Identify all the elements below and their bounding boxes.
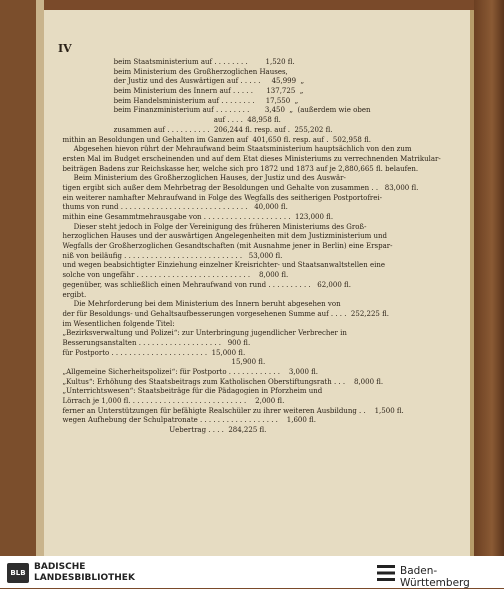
text-line: Beim Ministerium des Großherzoglichen Hauses, der Justiz und des Auswär- xyxy=(58,174,346,183)
text-line: „Allgemeine Sicherheitspolizei“: für Postporto . . . . . . . . . . . . 3,000 fl. xyxy=(58,368,319,376)
text-line: beiträgen Badens zur Reichskasse her, welche sich pro 1872 und 1873 auf je 2,880,665 fl. belaufen. xyxy=(58,164,419,173)
text-line: beim Staatsministerium auf . . . . . . . . 1,520 fl. xyxy=(58,58,295,66)
text-line: ersten Mal im Budget erscheinenden und auf dem Etat dieses Ministeriums zu verrechnenden Matrikular- xyxy=(58,154,441,163)
text-line: thums von rund . . . . . . . . . . . . . . . . . . . . . . . . . . . . . 40,000 fl. xyxy=(58,203,288,212)
text-line: mithin an Besoldungen und Gehalten im Ganzen auf 401,650 fl. resp. auf . 502,958 fl. xyxy=(58,135,371,144)
text-line: zusammen auf . . . . . . . . . . 206,244 fl. resp. auf . 255,202 fl. xyxy=(58,125,333,134)
text-line: für Postporto . . . . . . . . . . . . . . . . . . . . . . 15,000 fl. xyxy=(58,348,246,357)
blb-name-line1: BADISCHE xyxy=(34,562,86,572)
text-line: wegen Aufhebung der Schulpatronate . . . . . . . . . . . . . . . . . . 1,600 fl. xyxy=(58,416,316,425)
text-line: solche von ungefähr . . . . . . . . . . . . . . . . . . . . . . . . . . 8,000 fl. xyxy=(58,271,289,280)
baden-wuerttemberg-label[interactable]: Baden-Württemberg xyxy=(400,565,470,589)
text-line: ergibt. xyxy=(58,290,87,299)
text-line: 15,900 fl. xyxy=(58,358,266,367)
text-line: tigen ergibt sich außer dem Mehrbetrag der Besoldungen und Gehalte von zusammen . . 83,000 fl. xyxy=(58,183,419,192)
text-line: Die Mehrforderung bei dem Ministerium des Innern beruht abgesehen von xyxy=(58,300,341,309)
text-line: herzoglichen Hauses und der auswärtigen Angelegenheiten mit dem Justizministerium und xyxy=(58,232,388,241)
baden-wuerttemberg-lions-icon[interactable] xyxy=(376,563,396,583)
text-line: mithin eine Gesammtmehrausgabe von . . . . . . . . . . . . . . . . . . . . 123,000 fl. xyxy=(58,213,334,221)
text-line: und wegen beabsichtigter Einziehung einzelner Kreisrichter- und Staatsanwaltstellen eine xyxy=(58,261,385,270)
text-line: gegenüber, was schließlich einen Mehraufwand von rund . . . . . . . . . . 62,000 fl. xyxy=(58,280,351,289)
text-line: Dieser steht jedoch in Folge der Vereinigung des früheren Ministeriums des Groß- xyxy=(58,222,367,231)
book-cover-right xyxy=(474,0,504,556)
blb-logo-icon[interactable]: BLB xyxy=(7,563,29,583)
document-text xyxy=(58,58,458,436)
text-line: „Unterrichtswesen“: Staatsbeiträge für die Pädagogien in Pforzheim und xyxy=(58,387,323,396)
text-line: der für Besoldungs- und Gehaltsaufbesserungen vorgesehenen Summe auf . . . . 252,225 fl. xyxy=(58,309,389,318)
text-line: beim Handelsministerium auf . . . . . . . . 17,550 „ xyxy=(58,96,299,105)
text-line: beim Ministerium des Innern auf . . . . . 137,725 „ xyxy=(58,87,304,96)
text-line: beim Ministerium des Großherzoglichen Hauses, xyxy=(58,67,288,76)
page-number: IV xyxy=(58,42,72,55)
text-line: Lörrach je 1,000 fl. . . . . . . . . . . . . . . . . . . . . . . . . . . 2,000 fl. xyxy=(58,397,285,406)
text-line: Abgesehen hievon rührt der Mehraufwand beim Staatsministerium hauptsächlich von den zum xyxy=(58,145,412,154)
text-line: Wegfalls der Großherzoglichen Gesandtschaften (mit Ausnahme jener in Berlin) eine Erspar- xyxy=(58,242,393,251)
text-line: niß von beiläufig . . . . . . . . . . . . . . . . . . . . . . . . . . . 53,000 fl. xyxy=(58,251,283,260)
text-line: „Kultus“: Erhöhung des Staatsbeitrags zum Katholischen Oberstiftungsrath . . . 8,000 fl. xyxy=(58,377,384,386)
book-cover-left xyxy=(0,0,36,556)
text-line: ein weiterer namhafter Mehraufwand in Folge des Wegfalls des seitherigen Postportofrei- xyxy=(58,193,383,202)
text-line: „Bezirksverwaltung und Polizei“: zur Unterbringung jugendlicher Verbrecher in xyxy=(58,329,347,338)
text-line: beim Finanzministerium auf . . . . . . . . 3,450 „ (außerdem wie oben xyxy=(58,106,371,115)
text-line: auf . . . . 48,958 fl. xyxy=(58,116,281,125)
page-gutter xyxy=(36,0,44,556)
text-line: Besserungsanstalten . . . . . . . . . . . . . . . . . . . 900 fl. xyxy=(58,338,251,347)
blb-name-line2: LANDESBIBLIOTHEK xyxy=(34,573,135,583)
blb-name[interactable] xyxy=(34,562,135,584)
text-line: der Justiz und des Auswärtigen auf . . . . . 45,999 „ xyxy=(58,77,305,86)
text-line: im Wesentlichen folgende Titel: xyxy=(58,319,175,328)
text-line: ferner an Unterstützungen für befähigte Realschüler zu ihrer weiteren Ausbildung . . 1,500 fl. xyxy=(58,406,404,415)
text-line: Uebertrag . . . . 284,225 fl. xyxy=(58,426,267,435)
